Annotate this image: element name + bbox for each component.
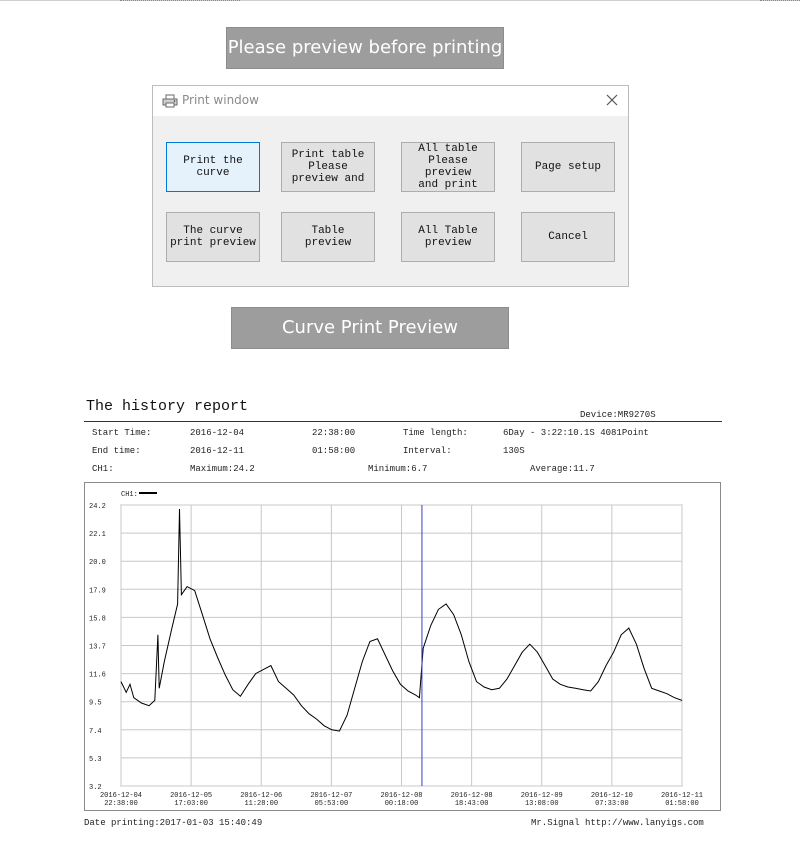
channel-label: CH1: [92,464,114,474]
average-value: Average:11.7 [530,464,595,474]
x-tick-time: 01:58:00 [665,800,699,808]
x-tick-date: 2016-12-05 [170,792,213,800]
x-tick-time: 17:03:00 [174,800,208,808]
end-time-value: 01:58:00 [312,446,356,456]
x-tick-date: 2016-12-09 [520,792,563,800]
device-label: Device:MR9270S [580,410,656,420]
legend-label: CH1: [121,491,138,499]
x-tick-time: 13:08:00 [524,800,559,808]
history-chart-svg [85,483,720,810]
x-tick-time: 00:18:00 [384,800,419,808]
y-tick-label: 5.3 [89,755,102,764]
start-date-value: 2016-12-04 [190,428,245,438]
y-tick-label: 7.4 [89,727,102,736]
x-tick-date: 2016-12-08 [380,792,423,800]
print-window-dialog [152,85,629,287]
y-tick-label: 22.1 [89,531,106,540]
y-tick-label: 20.0 [89,559,106,568]
y-tick-label: 9.5 [89,699,102,708]
dialog-title: Print window [182,93,259,107]
x-tick-date: 2016-12-10 [590,792,633,800]
curve-preview-banner: Curve Print Preview [231,307,509,349]
interval-label: Interval: [403,446,452,456]
x-tick-time: 07:33:00 [595,800,629,808]
x-tick-date: 2016-12-08 [450,792,493,800]
curve-print-preview-button[interactable]: The curve print preview [166,212,260,262]
start-time-label: Start Time: [92,428,152,438]
printer-icon [162,94,178,108]
y-tick-label: 17.9 [89,587,106,596]
x-tick-time: 22:38:00 [104,800,138,808]
report-title: The history report [86,398,249,415]
start-time-value: 22:38:00 [312,428,356,438]
end-time-label: End time: [92,446,141,456]
maximum-value: Maximum:24.2 [190,464,255,474]
print-table-button[interactable]: Print table Please preview and [281,142,375,192]
top-divider [0,0,800,4]
close-icon[interactable] [604,92,620,108]
x-tick-date: 2016-12-06 [240,792,283,800]
all-table-preview-button[interactable]: All Table preview [401,212,495,262]
y-tick-label: 11.6 [89,671,106,680]
y-tick-label: 13.7 [89,643,106,652]
y-tick-label: 24.2 [89,503,106,511]
page-setup-button[interactable]: Page setup [521,142,615,192]
y-tick-label: 15.8 [89,615,106,624]
table-preview-button[interactable]: Table preview [281,212,375,262]
date-printing: Date printing:2017-01-03 15:40:49 [84,818,263,828]
x-tick-date: 2016-12-07 [310,792,353,800]
all-table-print-button[interactable]: All table Please preview and print [401,142,495,192]
dialog-body [153,116,628,286]
x-tick-time: 11:28:00 [244,800,279,808]
x-tick-date: 2016-12-11 [660,792,704,800]
y-tick-label: 3.2 [89,784,102,792]
x-tick-date: 2016-12-04 [99,792,143,800]
x-tick-time: 18:43:00 [454,800,489,808]
cancel-button[interactable]: Cancel [521,212,615,262]
x-tick-time: 05:53:00 [314,800,349,808]
preview-instruction-banner: Please preview before printing [226,27,504,69]
print-curve-button[interactable]: Print the curve [166,142,260,192]
history-chart [84,482,721,811]
signature-link[interactable]: Mr.Signal http://www.lanyigs.com [531,818,704,828]
interval-value: 130S [503,446,525,456]
minimum-value: Minimum:6.7 [368,464,428,474]
dialog-titlebar [153,86,628,116]
time-length-value: 6Day - 3:22:10.1S 4081Point [503,428,649,438]
title-divider [84,421,722,422]
time-length-label: Time length: [403,428,468,438]
end-date-value: 2016-12-11 [190,446,245,456]
